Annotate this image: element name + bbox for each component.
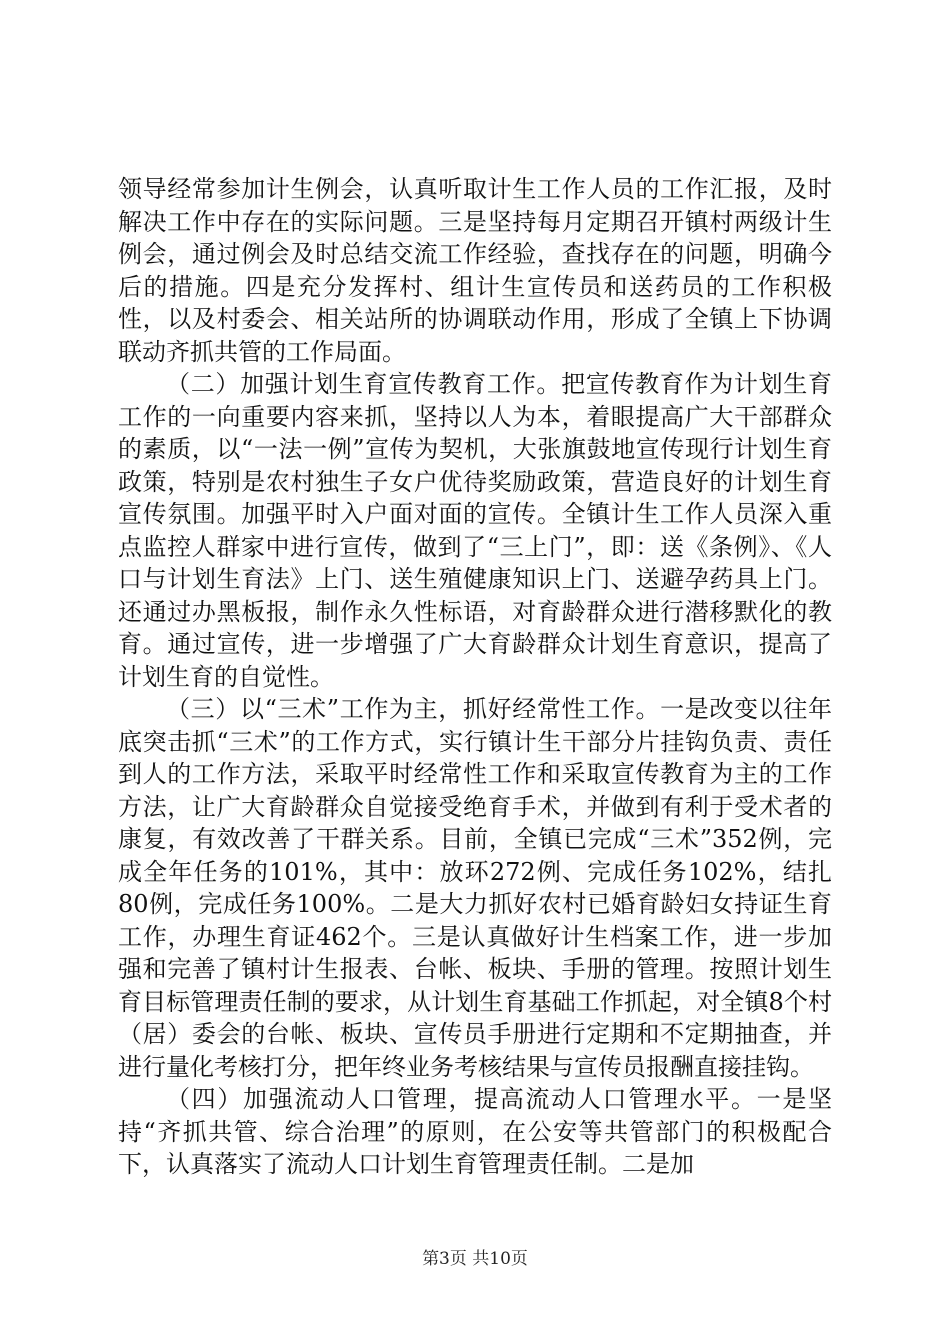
document-body (118, 173, 832, 1181)
paragraph-continuation: 领导经常参加计生例会，认真听取计生工作人员的工作汇报，及时解决工作中存在的实际问题。三是坚持每月定期召开镇村两级计生例会，通过例会及时总结交流工作经验，查找存在的问题，明确今后的措施。四是充分发挥村、组计生宣传员和送药员的工作积极性，以及村委会、相关站所的协调联动作用，形成了全镇上下协调联动齐抓共管的工作局面。 (118, 175, 832, 366)
paragraph-section-3: （三）以“三术”工作为主，抓好经常性工作。一是改变以往年底突击抓“三术”的工作方式，实行镇计生干部分片挂钩负责、责任到人的工作方法，采取平时经常性工作和采取宣传教育为主的工作方法，让广大育龄群众自觉接受绝育手术，并做到有利于受术者的康复，有效改善了干群关系。目前，全镇已完成“三术”352例，完成全年任务的101%，其中：放环272例、完成任务102%，结扎80例，完成任务100%。二是大力抓好农村已婚育龄妇女持证生育工作，办理生育证462个。三是认真做好计生档案工作，进一步加强和完善了镇村计生报表、台帐、板块、手册的管理。按照计划生育目标管理责任制的要求，从计划生育基础工作抓起，对全镇8个村（居）委会的台帐、板块、宣传员手册进行定期和不定期抽查，并进行量化考核打分，把年终业务考核结果与宣传员报酬直接挂钩。 (118, 695, 832, 1081)
page-number-footer: 第3页 共10页 (422, 1249, 528, 1269)
paragraph-section-2: （二）加强计划生育宣传教育工作。把宣传教育作为计划生育工作的一向重要内容来抓，坚持以人为本，着眼提高广大干部群众的素质，以“一法一例”宣传为契机，大张旗鼓地宣传现行计划生育政策，特别是农村独生子女户优待奖励政策，营造良好的计划生育宣传氛围。加强平时入户面对面的宣传。全镇计生工作人员深入重点监控人群家中进行宣传，做到了“三上门”，即：送《条例》、《人口与计划生育法》上门、送生殖健康知识上门、送避孕药具上门。还通过办黑板报，制作永久性标语，对育龄群众进行潜移默化的教育。通过宣传，进一步增强了广大育龄群众计划生育意识，提高了计划生育的自觉性。 (118, 370, 832, 691)
paragraph-section-4: （四）加强流动人口管理，提高流动人口管理水平。一是坚持“齐抓共管、综合治理”的原则，在公安等共管部门的积极配合下，认真落实了流动人口计划生育管理责任制。二是加 (118, 1085, 832, 1178)
